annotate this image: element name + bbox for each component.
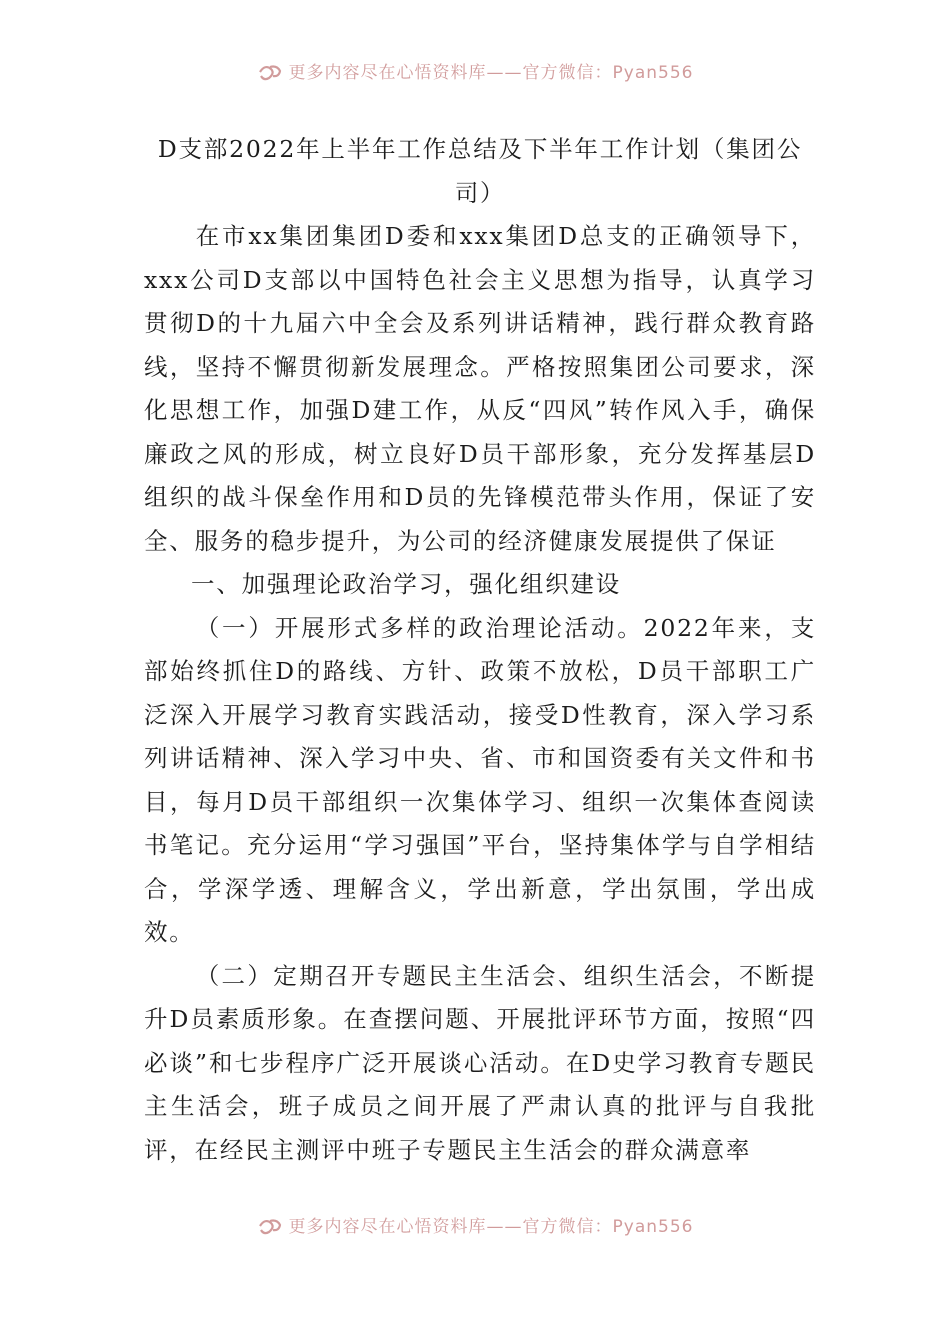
watermark-footer bbox=[0, 1212, 950, 1237]
watermark-text: 更多内容尽在心悟资料库——官方微信：Pyan556 bbox=[288, 63, 694, 83]
title-line-1: D支部2022年上半年工作总结及下半年工作计划（集团公 bbox=[157, 135, 803, 163]
document-title bbox=[144, 128, 816, 215]
paragraph-item-2: （二）定期召开专题民主生活会、组织生活会，不断提升D员素质形象。在查摆问题、开展批评环节方面，按照“四必谈”和七步程序广泛开展谈心活动。在D史学习教育专题民主生活会，班子成员之间开展了严肃认真的批评与自我批评，在经民主测评中班子专题民主生活会的群众满意率 bbox=[144, 961, 816, 1164]
document-body bbox=[144, 128, 816, 1172]
watermark-header bbox=[0, 58, 950, 83]
title-line-2: 司） bbox=[454, 178, 506, 207]
brand-logo-icon bbox=[257, 63, 283, 81]
brand-logo-icon bbox=[257, 1217, 283, 1235]
watermark-text: 更多内容尽在心悟资料库——官方微信：Pyan556 bbox=[288, 1217, 694, 1237]
section-heading: 一、加强理论政治学习，强化组织建设 bbox=[191, 570, 622, 598]
paragraph-item-1: （一）开展形式多样的政治理论活动。2022年来，支部始终抓住D的路线、方针、政策不放松，D员干部职工广泛深入开展学习教育实践活动，接受D性教育，深入学习系列讲话精神、深入学习中央、省、市和国资委有关文件和书目，每月D员干部组织一次集体学习、组织一次集体查阅读书笔记。充分运用“学习强国”平台，坚持集体学与自学相结合，学深学透、理解含义，学出新意，学出氛围，学出成效。 bbox=[144, 613, 816, 946]
paragraph-intro: 在市xx集团集团D委和xxx集团D总支的正确领导下，xxx公司D支部以中国特色社会主义思想为指导，认真学习贯彻D的十九届六中全会及系列讲话精神，践行群众教育路线，坚持不懈贯彻新发展理念。严格按照集团公司要求，深化思想工作，加强D建工作，从反“四风”转作风入手，确保廉政之风的形成，树立良好D员干部形象，充分发挥基层D组织的战斗保垒作用和D员的先锋模范带头作用，保证了安全、服务的稳步提升，为公司的经济健康发展提供了保证 bbox=[144, 222, 816, 555]
